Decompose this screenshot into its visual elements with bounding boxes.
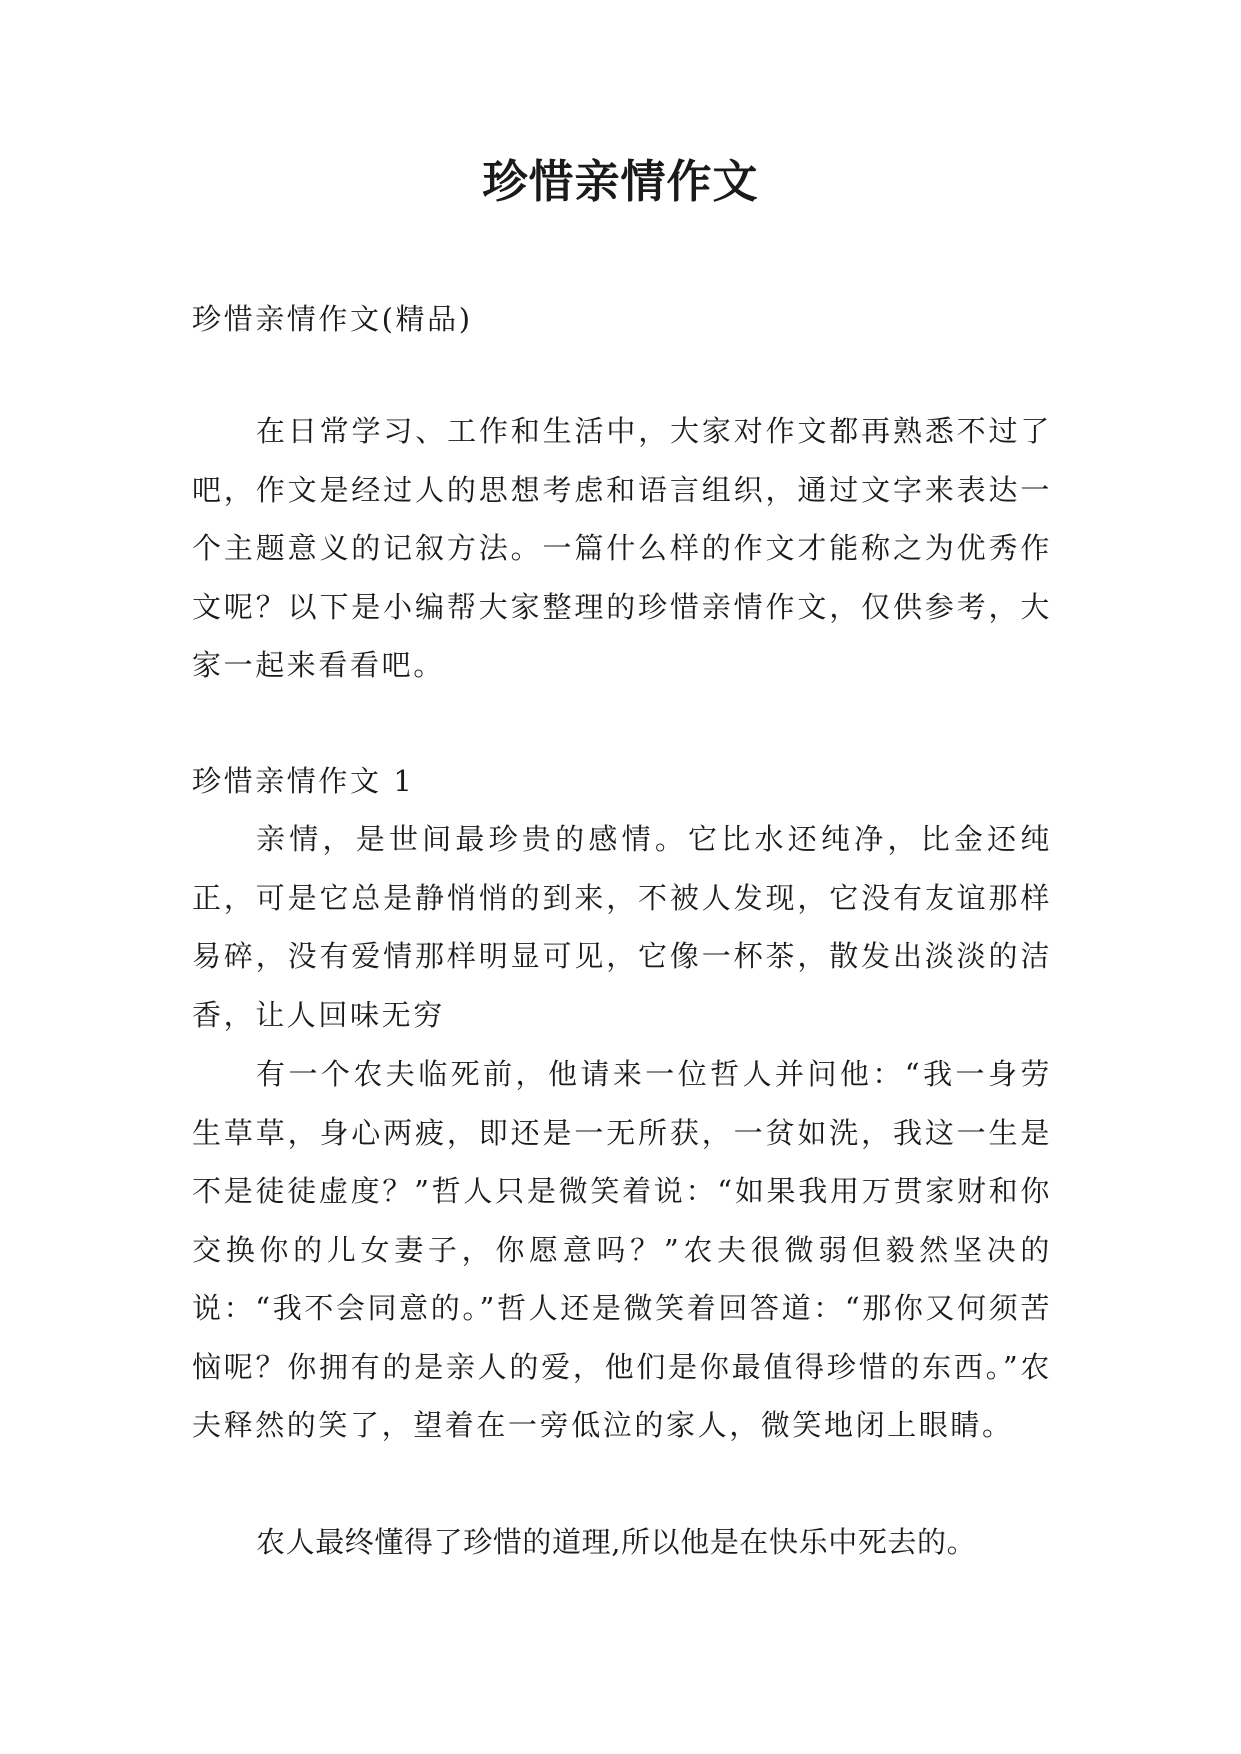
section-heading: 珍惜亲情作文 1 [192,764,415,798]
body-paragraph-3: 农人最终懂得了珍惜的道理,所以他是在快乐中死去的。 [256,1525,977,1559]
document-subtitle: 珍惜亲情作文(精品) [192,302,473,336]
intro-paragraph: 在日常学习、工作和生活中，大家对作文都再熟悉不过了吧，作文是经过人的思想考虑和语言组织，通过文字来表达一个主题意义的记叙方法。一篇什么样的作文才能称之为优秀作文呢？以下是小编帮大家整理的珍惜亲情作文，仅供参考，大家一起来看看吧。 [192,414,1052,682]
body-paragraph-2: 有一个农夫临死前，他请来一位哲人并问他：“我一身劳生草草，身心两疲，即还是一无所获，一贫如洗，我这一生是不是徒徒虚度？”哲人只是微笑着说：“如果我用万贯家财和你交换你的儿女妻子，你愿意吗？”农夫很微弱但毅然坚决的说：“我不会同意的。”哲人还是微笑着回答道：“那你又何须苦恼呢？你拥有的是亲人的爱，他们是你最值得珍惜的东西。”农夫释然的笑了，望着在一旁低泣的家人，微笑地闭上眼睛。 [192,1057,1052,1442]
document-title: 珍惜亲情作文 [482,155,759,208]
body-paragraph-1: 亲情，是世间最珍贵的感情。它比水还纯净，比金还纯正，可是它总是静悄悄的到来，不被人发现，它没有友谊那样易碎，没有爱情那样明显可见，它像一杯茶，散发出淡淡的洁香，让人回味无穷 [192,822,1052,1032]
